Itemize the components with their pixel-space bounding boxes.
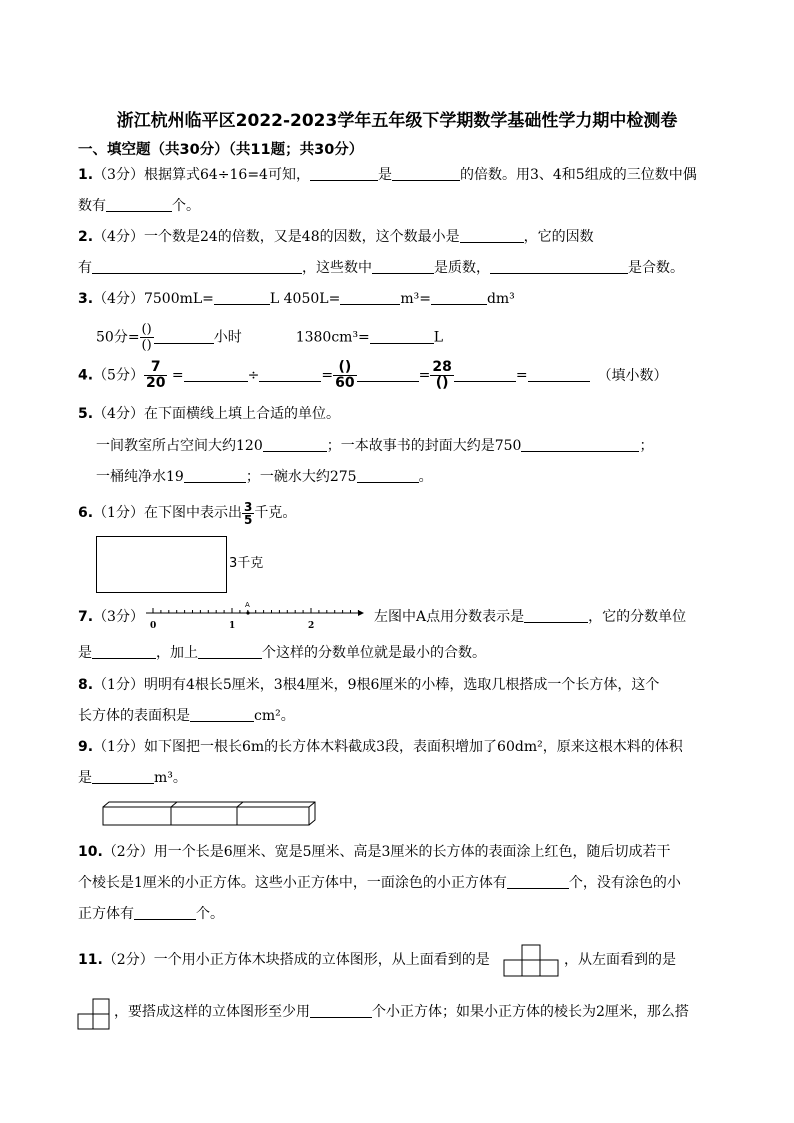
page-title: 浙江杭州临平区2022-2023学年五年级下学期数学基础性学力期中检测卷 [116, 111, 678, 131]
tick-label-2: 2 [308, 621, 315, 631]
answer-blank[interactable] [310, 1003, 372, 1018]
question-10-line-1 [78, 843, 670, 861]
question-text: dm³ [486, 291, 515, 307]
question-text: （5分） [93, 367, 144, 384]
question-text: 一间教室所占空间大约120 [96, 438, 263, 454]
question-2-line-1 [78, 228, 594, 246]
answer-blank[interactable] [340, 290, 400, 305]
equals-sign: = [515, 367, 528, 384]
question-text: 长方体的表面积是 [78, 708, 190, 724]
top-view-figure [503, 944, 559, 977]
question-text: （2分）用一个长是6厘米、宽是5厘米、高是3厘米的长方体的表面涂上红色，随后切成若干 [102, 844, 671, 860]
answer-blank[interactable] [214, 290, 270, 305]
question-text: 是 [78, 770, 92, 786]
answer-blank[interactable] [460, 228, 524, 243]
answer-blank[interactable] [454, 367, 516, 382]
answer-blank[interactable] [370, 329, 434, 344]
answer-blank[interactable] [92, 259, 302, 274]
question-text: （填小数） [597, 367, 668, 384]
tick-label-0: 0 [150, 621, 157, 631]
question-text: m³。 [154, 770, 187, 786]
answer-blank[interactable] [198, 644, 262, 659]
question-number: 1. [78, 167, 94, 183]
fraction [333, 360, 356, 391]
fraction-denominator: 20 [145, 375, 166, 391]
question-number: 2. [78, 229, 94, 245]
question-text: ；一本故事书的封面大约是750 [326, 438, 522, 454]
question-text: 个小正方体；如果小正方体的棱长为2厘米，那么搭 [372, 1004, 689, 1020]
question-7-line-2 [78, 644, 486, 662]
question-text: 有 [78, 260, 92, 276]
question-text: （3分） [93, 609, 144, 625]
fraction-numerator: 3 [243, 499, 253, 514]
question-1-line-1 [78, 166, 697, 184]
question-text: （4分）7500mL= [93, 291, 214, 307]
question-text: 个。 [196, 906, 224, 922]
question-text: （3分）根据算式64÷16=4可知， [93, 167, 310, 183]
answer-blank[interactable] [357, 367, 419, 382]
question-text: 个。 [172, 198, 200, 214]
question-11-line-1a [78, 951, 490, 969]
fraction-numerator: 7 [144, 360, 167, 376]
answer-blank[interactable] [92, 644, 156, 659]
question-number: 3. [78, 291, 94, 307]
question-text: ；一碗水大约275 [245, 469, 357, 485]
question-text: L [433, 329, 444, 346]
question-text: 是质数， [434, 260, 490, 276]
section-heading: 一、填空题（共30分）（共11题；共30分） [78, 142, 364, 158]
question-text: 个这样的分数单位就是最小的合数。 [262, 645, 486, 661]
fraction-numerator: () [141, 322, 152, 337]
answer-blank[interactable] [184, 468, 246, 483]
question-text: ，要搭成这样的立体图形至少用 [114, 1004, 310, 1020]
question-text: （1分）如下图把一根长6m的长方体木料截成3段，表面积增加了60dm²，原来这根木料的体积 [93, 739, 683, 755]
fraction-denominator: 5 [243, 512, 253, 527]
question-7-line-1 [374, 608, 686, 626]
fraction [242, 501, 254, 526]
answer-blank[interactable] [190, 707, 254, 722]
question-text: ； [639, 438, 654, 454]
question-text: （4分）一个数是24的倍数，又是48的因数，这个数最小是 [93, 229, 460, 245]
question-text: L 4050L= [269, 291, 341, 307]
fraction-denominator: 60 [335, 375, 355, 391]
fraction [430, 360, 453, 391]
question-text: m³= [400, 291, 431, 307]
question-text: 一桶纯净水19 [96, 469, 184, 485]
answer-blank[interactable] [524, 608, 588, 623]
question-number: 5. [78, 406, 94, 422]
question-10-line-3 [78, 905, 224, 923]
number-line [144, 600, 366, 634]
question-text: （2分）一个用小正方体木块搭成的立体图形，从上面看到的是 [102, 952, 490, 968]
question-text: 个棱长是1厘米的小正方体。这些小正方体中，一面涂色的小正方体有 [78, 875, 507, 891]
question-1-line-2 [78, 197, 200, 215]
answer-blank[interactable] [259, 367, 321, 382]
equals-sign: = [321, 367, 334, 384]
question-2-line-2 [78, 259, 684, 277]
question-text: （1分）在下图中表示出 [93, 505, 242, 521]
question-text: ，这些数中 [302, 260, 372, 276]
question-5-line-3 [96, 468, 433, 486]
answer-blank[interactable] [507, 874, 569, 889]
weight-rectangle[interactable] [96, 536, 227, 593]
question-text: 左图中A点用分数表示是 [374, 609, 525, 625]
beam-front-face [103, 807, 309, 825]
answer-blank[interactable] [372, 259, 434, 274]
number-line-ticks [153, 608, 358, 613]
question-number: 7. [78, 609, 94, 625]
question-text: 千克。 [254, 505, 297, 521]
answer-blank[interactable] [521, 437, 639, 452]
question-8-line-2 [78, 707, 295, 725]
division-sign: ÷ [247, 367, 260, 384]
point-a-marker [246, 611, 249, 614]
question-text: 的倍数。用3、4和5组成的三位数中偶 [459, 167, 697, 183]
question-number: 4. [78, 367, 94, 384]
question-text: 是合数。 [628, 260, 684, 276]
question-number: 9. [78, 739, 94, 755]
equals-sign: = [418, 367, 431, 384]
beam-top-side [103, 802, 315, 825]
question-3-line-2 [96, 322, 443, 356]
answer-blank[interactable] [154, 329, 214, 344]
question-6-line [78, 499, 296, 533]
fraction-numerator: 28 [432, 359, 452, 375]
question-text: 是 [377, 167, 392, 183]
question-number: 11. [78, 952, 103, 968]
question-10-line-2 [78, 874, 681, 892]
fraction-denominator: () [141, 338, 152, 353]
question-text: ，加上 [156, 645, 198, 661]
equals-sign: = [171, 367, 184, 384]
answer-blank[interactable] [106, 197, 172, 212]
answer-blank[interactable] [528, 367, 590, 382]
answer-blank[interactable] [431, 290, 487, 305]
question-text: （4分）在下面横线上填上合适的单位。 [93, 406, 340, 422]
question-text: 。 [418, 469, 433, 485]
question-text: 是 [78, 645, 92, 661]
fraction-numerator: () [333, 360, 356, 376]
question-8-line-1 [78, 676, 659, 694]
tick-label-1: 1 [229, 621, 236, 631]
answer-blank[interactable] [184, 367, 248, 382]
wood-beam-figure [102, 801, 318, 827]
weight-label: 3千克 [229, 556, 264, 571]
point-a-label: A [245, 601, 250, 609]
answer-blank[interactable] [263, 437, 327, 452]
question-text: 小时 [213, 329, 242, 346]
fraction [144, 360, 167, 391]
question-text: cm²。 [254, 708, 295, 724]
question-5-line-2 [96, 437, 653, 455]
question-11-line-2 [114, 1003, 689, 1021]
question-9-line-1 [78, 738, 683, 756]
question-number: 6. [78, 505, 94, 521]
question-text: 个，没有涂色的小 [568, 875, 681, 891]
question-11-line-1b: ，从左面看到的是 [564, 952, 676, 968]
question-5-line-1 [78, 405, 340, 423]
question-7-prefix [78, 608, 144, 626]
answer-blank[interactable] [490, 259, 628, 274]
question-text: 1380cm³= [295, 329, 370, 346]
question-number: 10. [78, 844, 103, 860]
question-text: 正方体有 [78, 906, 134, 922]
question-3-line-1 [78, 290, 515, 308]
question-9-line-2 [78, 769, 187, 787]
question-text: ，它的因数 [523, 229, 594, 245]
fraction-denominator: () [435, 375, 449, 391]
answer-blank[interactable] [357, 468, 419, 483]
answer-blank[interactable] [310, 166, 378, 181]
question-text: 数有 [78, 198, 106, 214]
answer-blank[interactable] [392, 166, 460, 181]
fraction [140, 322, 154, 353]
question-text: （1分）明明有4根长5厘米，3根4厘米，9根6厘米的小棒，选取几根搭成一个长方体，这个 [93, 677, 660, 693]
question-4-line [78, 360, 668, 396]
question-number: 8. [78, 677, 94, 693]
answer-blank[interactable] [134, 905, 196, 920]
question-text: 50分= [96, 329, 140, 346]
answer-blank[interactable] [92, 769, 154, 784]
question-text: ，它的分数单位 [588, 609, 687, 625]
left-view-figure [77, 998, 111, 1030]
